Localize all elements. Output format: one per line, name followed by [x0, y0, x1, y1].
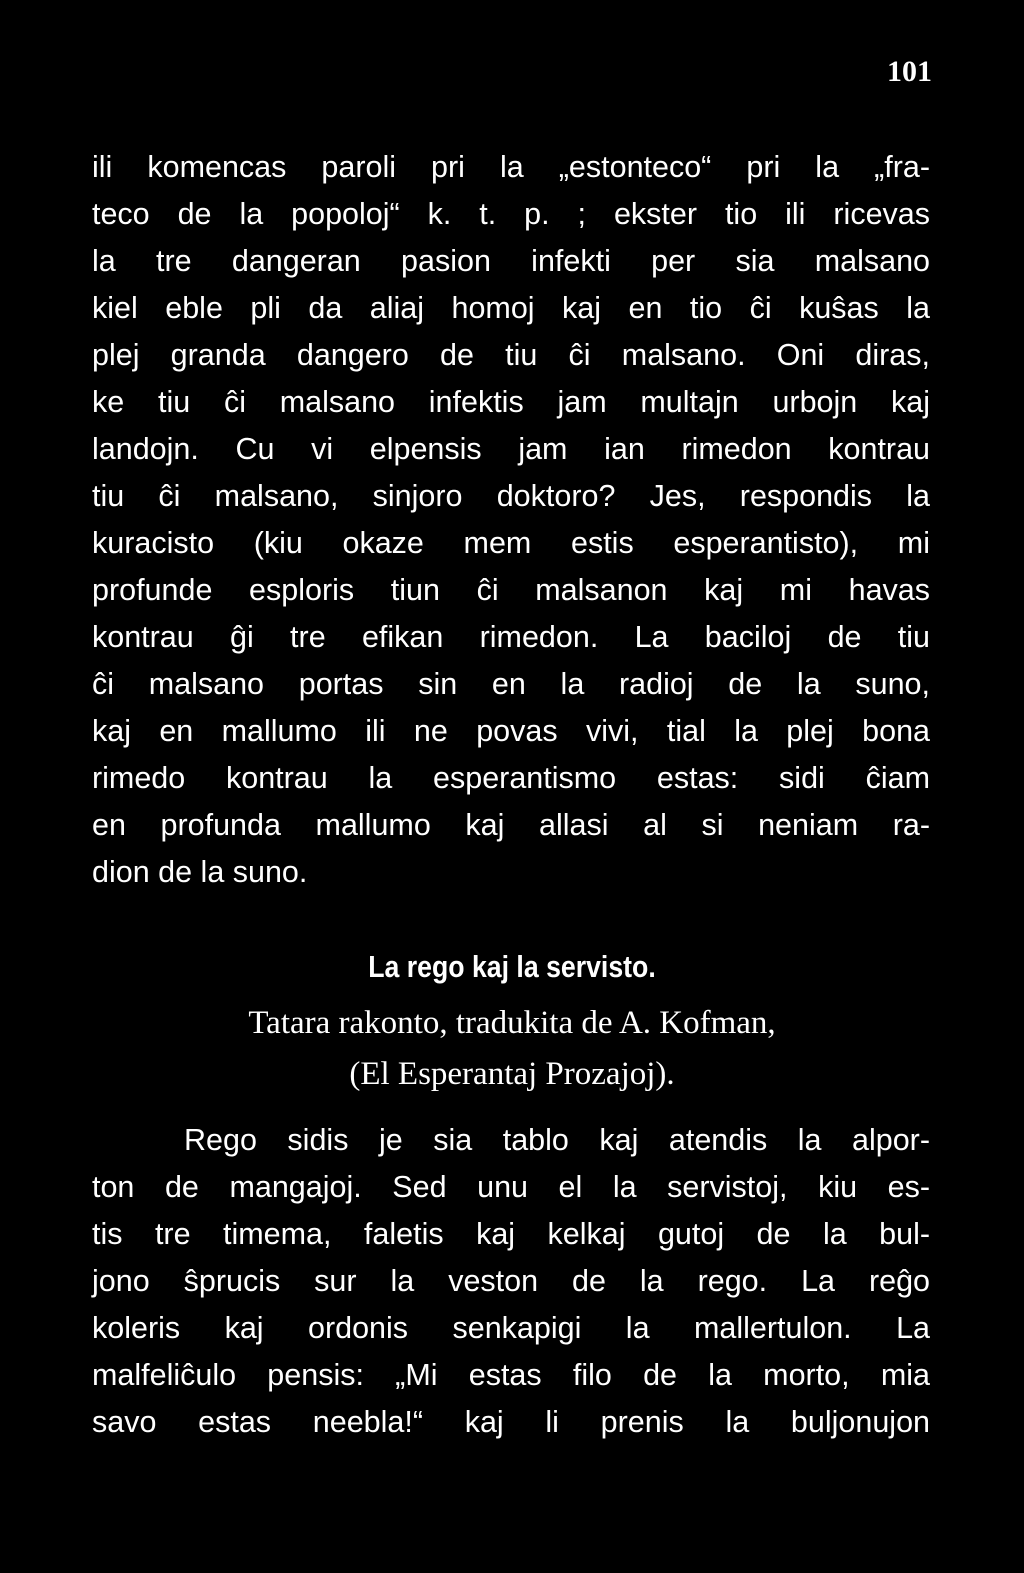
- story-title: La rego kaj la servisto.: [368, 949, 656, 984]
- text-line: landojn. Cu vi elpensis jam ian rimedon kontrau: [92, 432, 930, 466]
- text-line: kiel eble pli da aliaj homoj kaj en tio ĉi kuŝas la: [92, 291, 930, 325]
- text-line: plej granda dangero de tiu ĉi malsano. Oni diras,: [92, 338, 930, 372]
- text-line: la tre dangeran pasion infekti per sia malsano: [92, 244, 930, 278]
- text-line: ĉi malsano portas sin en la radioj de la suno,: [92, 667, 930, 701]
- text-line: Rego sidis je sia tablo kaj atendis la alpor-: [184, 1123, 930, 1157]
- text-line: kuracisto (kiu okaze mem estis esperantisto), mi: [92, 526, 930, 560]
- text-line: teco de la popoloj“ k. t. p. ; ekster tio ili ricevas: [92, 197, 930, 231]
- text-line: malfeliĉulo pensis: „Mi estas filo de la morto, mia: [92, 1358, 930, 1392]
- text-line: jono ŝprucis sur la veston de la rego. La reĝo: [92, 1264, 930, 1298]
- text-line: profunde esploris tiun ĉi malsanon kaj mi havas: [92, 573, 930, 607]
- text-line: ili komencas paroli pri la „estonteco“ pri la „fra-: [92, 150, 930, 184]
- text-line: ke tiu ĉi malsano infektis jam multajn urbojn kaj: [92, 385, 930, 419]
- text-line: koleris kaj ordonis senkapigi la mallertulon. La: [92, 1311, 930, 1345]
- text-line: tiu ĉi malsano, sinjoro doktoro? Jes, respondis la: [92, 479, 930, 513]
- paragraph-continued: [92, 144, 930, 896]
- story-source: (El Esperantaj Prozajoj).: [349, 1056, 675, 1092]
- text-line: savo estas neebla!“ kaj li prenis la buljonujon: [92, 1405, 930, 1439]
- story-paragraph: [92, 1117, 930, 1446]
- story-subtitle: Tatara rakonto, tradukita de A. Kofman,: [248, 1005, 776, 1041]
- text-line: kaj en mallumo ili ne povas vivi, tial la plej bona: [92, 714, 930, 748]
- text-line: en profunda mallumo kaj allasi al si neniam ra-: [92, 808, 930, 842]
- text-line: ton de mangajoj. Sed unu el la servistoj, kiu es-: [92, 1170, 930, 1204]
- text-line: kontrau ĝi tre efikan rimedon. La baciloj de tiu: [92, 620, 930, 654]
- page-number: 101: [887, 55, 932, 88]
- text-line: tis tre timema, faletis kaj kelkaj gutoj de la bul-: [92, 1217, 930, 1251]
- text-line: dion de la suno.: [92, 855, 308, 889]
- text-line: rimedo kontrau la esperantismo estas: sidi ĉiam: [92, 761, 930, 795]
